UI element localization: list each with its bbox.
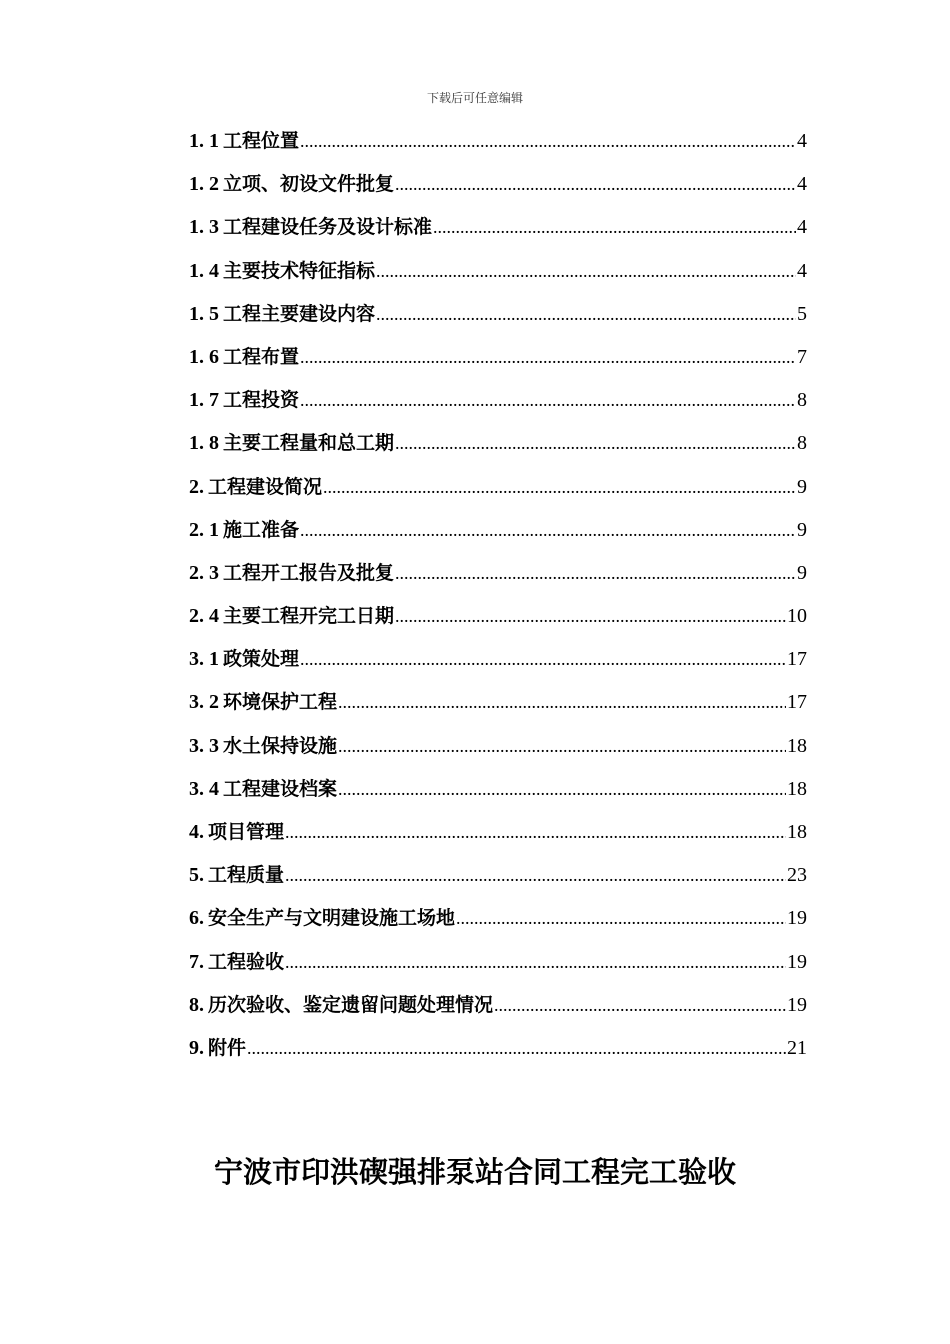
toc-dot-leader xyxy=(376,250,796,293)
toc-entry-number: 7. xyxy=(189,950,204,973)
toc-entry[interactable] xyxy=(189,466,807,509)
toc-entry-page: 21 xyxy=(787,1036,807,1059)
toc-entry-title: 工程质量 xyxy=(208,864,285,887)
toc-entry-title: 工程开工报告及批复 xyxy=(223,561,395,584)
toc-entry-page: 18 xyxy=(787,734,807,757)
toc-entry-number: 5. xyxy=(189,864,204,887)
toc-entry[interactable] xyxy=(189,854,807,897)
toc-entry-number: 2. xyxy=(189,475,204,498)
toc-entry-title: 安全生产与文明建设施工场地 xyxy=(208,907,456,930)
toc-entry-title: 环境保护工程 xyxy=(223,691,338,714)
toc-entry[interactable] xyxy=(189,768,807,811)
toc-entry-number: 6. xyxy=(189,907,204,930)
toc-entry-page: 19 xyxy=(787,907,807,930)
toc-entry[interactable] xyxy=(189,681,807,724)
toc-dot-leader xyxy=(300,336,796,379)
toc-entry-title: 水土保持设施 xyxy=(223,734,338,757)
toc-entry-number: 3. 2 xyxy=(189,691,219,714)
toc-dot-leader xyxy=(338,725,786,768)
toc-entry-number: 1. 1 xyxy=(189,130,219,152)
toc-entry-page: 4 xyxy=(797,173,807,196)
toc-entry[interactable] xyxy=(189,552,807,595)
toc-entry-page: 17 xyxy=(787,691,807,714)
toc-entry-title: 工程建设简况 xyxy=(208,475,323,498)
toc-entry-number: 4. xyxy=(189,821,204,843)
toc-entry[interactable] xyxy=(189,163,807,206)
toc-dot-leader xyxy=(433,206,796,249)
toc-dot-leader xyxy=(395,552,796,595)
page-header-note: 下载后可任意编辑 xyxy=(426,91,523,105)
toc-entry-page: 7 xyxy=(797,345,807,368)
toc-entry-page: 5 xyxy=(797,302,807,325)
toc-entry-number: 1. 2 xyxy=(189,173,219,196)
toc-entry[interactable] xyxy=(189,120,807,163)
toc-dot-leader xyxy=(285,811,786,854)
toc-dot-leader xyxy=(338,768,786,811)
toc-entry-title: 工程投资 xyxy=(223,389,300,412)
toc-entry-title: 历次验收、鉴定遗留问题处理情况 xyxy=(208,993,494,1016)
toc-entry[interactable] xyxy=(189,379,807,422)
toc-entry-number: 1. 4 xyxy=(189,259,219,282)
toc-entry-title: 主要工程开完工日期 xyxy=(223,605,395,628)
toc-entry-number: 1. 3 xyxy=(189,216,219,239)
toc-entry-page: 19 xyxy=(787,950,807,973)
table-of-contents xyxy=(189,120,807,1070)
toc-entry-number: 3. 1 xyxy=(189,648,219,671)
toc-dot-leader xyxy=(300,120,796,163)
toc-dot-leader xyxy=(285,854,786,897)
toc-entry[interactable] xyxy=(189,422,807,465)
toc-entry[interactable] xyxy=(189,206,807,249)
toc-dot-leader xyxy=(395,163,796,206)
toc-entry-title: 工程布置 xyxy=(223,345,300,368)
toc-entry-number: 8. xyxy=(189,993,204,1016)
toc-entry-number: 9. xyxy=(189,1036,204,1059)
toc-entry-number: 3. 4 xyxy=(189,777,219,800)
toc-entry[interactable] xyxy=(189,984,807,1027)
toc-entry-page: 18 xyxy=(787,821,807,843)
toc-dot-leader xyxy=(376,293,796,336)
toc-entry-page: 9 xyxy=(797,475,807,498)
toc-dot-leader xyxy=(285,941,786,984)
toc-dot-leader xyxy=(300,638,786,681)
toc-entry-page: 18 xyxy=(787,777,807,800)
toc-entry-page: 9 xyxy=(797,561,807,584)
toc-entry-title: 施工准备 xyxy=(223,518,300,541)
toc-entry-title: 政策处理 xyxy=(223,648,300,671)
toc-dot-leader xyxy=(395,422,796,465)
toc-entry-page: 4 xyxy=(797,259,807,282)
toc-entry[interactable] xyxy=(189,1027,807,1070)
toc-entry-title: 工程主要建设内容 xyxy=(223,302,376,325)
toc-entry-title: 工程建设任务及设计标准 xyxy=(223,216,433,239)
toc-entry-title: 主要技术特征指标 xyxy=(223,259,376,282)
toc-entry-number: 2. 1 xyxy=(189,518,219,541)
toc-dot-leader xyxy=(300,379,796,422)
toc-dot-leader xyxy=(338,681,786,724)
toc-entry-number: 2. 3 xyxy=(189,561,219,584)
toc-entry-page: 17 xyxy=(787,648,807,671)
toc-entry[interactable] xyxy=(189,941,807,984)
toc-entry-number: 1. 8 xyxy=(189,432,219,455)
toc-entry-title: 工程位置 xyxy=(223,130,300,152)
toc-entry[interactable] xyxy=(189,293,807,336)
toc-entry-page: 10 xyxy=(787,605,807,628)
toc-entry-page: 19 xyxy=(787,993,807,1016)
toc-entry-page: 8 xyxy=(797,389,807,412)
toc-entry-page: 23 xyxy=(787,864,807,887)
toc-entry-page: 8 xyxy=(797,432,807,455)
toc-dot-leader xyxy=(395,595,786,638)
toc-entry-number: 1. 7 xyxy=(189,389,219,412)
toc-entry[interactable] xyxy=(189,595,807,638)
toc-entry-title: 附件 xyxy=(208,1036,247,1059)
toc-entry-page: 4 xyxy=(797,130,807,152)
toc-entry-page: 4 xyxy=(797,216,807,239)
toc-entry-number: 1. 6 xyxy=(189,345,219,368)
document-title: 宁波市印洪碶强排泵站合同工程完工验收 xyxy=(213,1155,736,1189)
toc-entry[interactable] xyxy=(189,897,807,940)
toc-entry-title: 主要工程量和总工期 xyxy=(223,432,395,455)
toc-entry[interactable] xyxy=(189,638,807,681)
toc-entry-number: 1. 5 xyxy=(189,302,219,325)
toc-dot-leader xyxy=(247,1027,786,1070)
toc-dot-leader xyxy=(323,466,796,509)
toc-entry[interactable] xyxy=(189,509,807,552)
toc-entry-title: 工程建设档案 xyxy=(223,777,338,800)
toc-entry[interactable] xyxy=(189,250,807,293)
toc-entry-page: 9 xyxy=(797,518,807,541)
toc-entry-number: 2. 4 xyxy=(189,605,219,628)
toc-entry[interactable] xyxy=(189,811,807,854)
toc-entry-title: 立项、初设文件批复 xyxy=(223,173,395,196)
toc-dot-leader xyxy=(456,897,786,940)
toc-entry-title: 项目管理 xyxy=(208,821,285,843)
toc-entry-number: 3. 3 xyxy=(189,734,219,757)
toc-entry[interactable] xyxy=(189,725,807,768)
toc-dot-leader xyxy=(300,509,796,552)
toc-entry-title: 工程验收 xyxy=(208,950,285,973)
toc-dot-leader xyxy=(494,984,786,1027)
toc-entry[interactable] xyxy=(189,336,807,379)
